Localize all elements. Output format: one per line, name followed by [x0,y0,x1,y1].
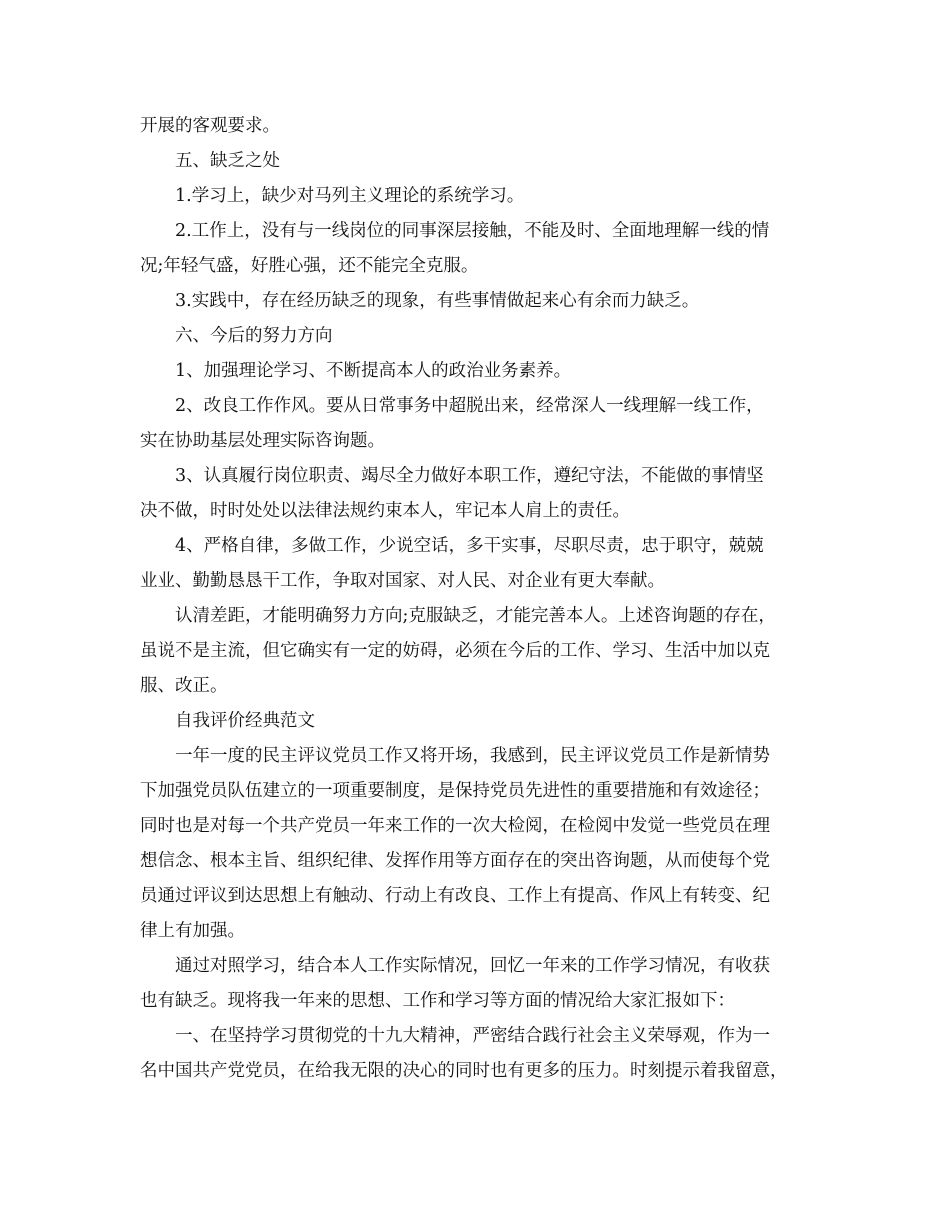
text-line: 况;年轻气盛，好胜心强，还不能完全克服。 [140,256,479,276]
text-line: 服、改正。 [140,676,228,696]
text-line: 决不做，时时处处以法律法规约束本人，牢记本人肩上的责任。 [140,501,630,521]
text-line: 六、今后的努力方向 [175,326,333,346]
text-line: 也有缺乏。现将我一年来的思想、工作和学习等方面的情况给大家汇报如下： [140,991,735,1011]
text-line: 2.工作上，没有与一线岗位的同事深层接触，不能及时、全面地理解一线的情 [175,221,770,241]
text-line: 想信念、根本主旨、组织纪律、发挥作用等方面存在的突出咨询题，从而使每个党 [140,851,770,871]
text-line: 4、严格自律，多做工作，少说空话，多干实事，尽职尽责，忠于职守，兢兢 [175,536,764,556]
text-line: 下加强党员队伍建立的一项重要制度，是保持党员先进性的重要措施和有效途径； [140,781,770,801]
text-line: 1、加强理论学习、不断提高本人的政治业务素养。 [175,361,572,381]
text-line: 3.实践中，存在经历缺乏的现象，有些事情做起来心有余而力缺乏。 [175,291,700,311]
text-line: 律上有加强。 [140,921,245,941]
text-line: 通过对照学习，结合本人工作实际情况，回忆一年来的工作学习情况，有收获 [175,956,770,976]
text-line: 开展的客观要求。 [140,116,280,136]
document-text [140,109,816,1089]
document-body [140,109,816,1089]
text-line: 五、缺乏之处 [175,151,280,171]
text-line: 3、认真履行岗位职责、竭尽全力做好本职工作，遵纪守法，不能做的事情坚 [175,466,764,486]
text-line: 员通过评议到达思想上有触动、行动上有改良、工作上有提高、作风上有转变、纪 [140,886,770,906]
text-line: 虽说不是主流，但它确实有一定的妨碍，必须在今后的工作、学习、生活中加以克 [140,641,770,661]
text-line: 认清差距，才能明确努力方向;克服缺乏，才能完善本人。上述咨询题的存在， [175,606,776,626]
text-line: 1.学习上，缺少对马列主义理论的系统学习。 [175,186,525,206]
text-line: 2、改良工作作风。要从日常事务中超脱出来，经常深人一线理解一线工作， [175,396,764,416]
text-line: 名中国共产党党员，在给我无限的决心的同时也有更多的压力。时刻提示着我留意， [140,1061,788,1081]
text-line: 实在协助基层处理实际咨询题。 [140,431,385,451]
text-line: 业业、勤勤恳恳干工作，争取对国家、对人民、对企业有更大奉献。 [140,571,665,591]
text-line: 一、在坚持学习贯彻党的十九大精神，严密结合践行社会主义荣辱观，作为一 [175,1026,770,1046]
text-line: 一年一度的民主评议党员工作又将开场，我感到，民主评议党员工作是新情势 [175,746,770,766]
text-line: 同时也是对每一个共产党员一年来工作的一次大检阅，在检阅中发觉一些党员在理 [140,816,770,836]
text-line: 自我评价经典范文 [175,711,315,731]
